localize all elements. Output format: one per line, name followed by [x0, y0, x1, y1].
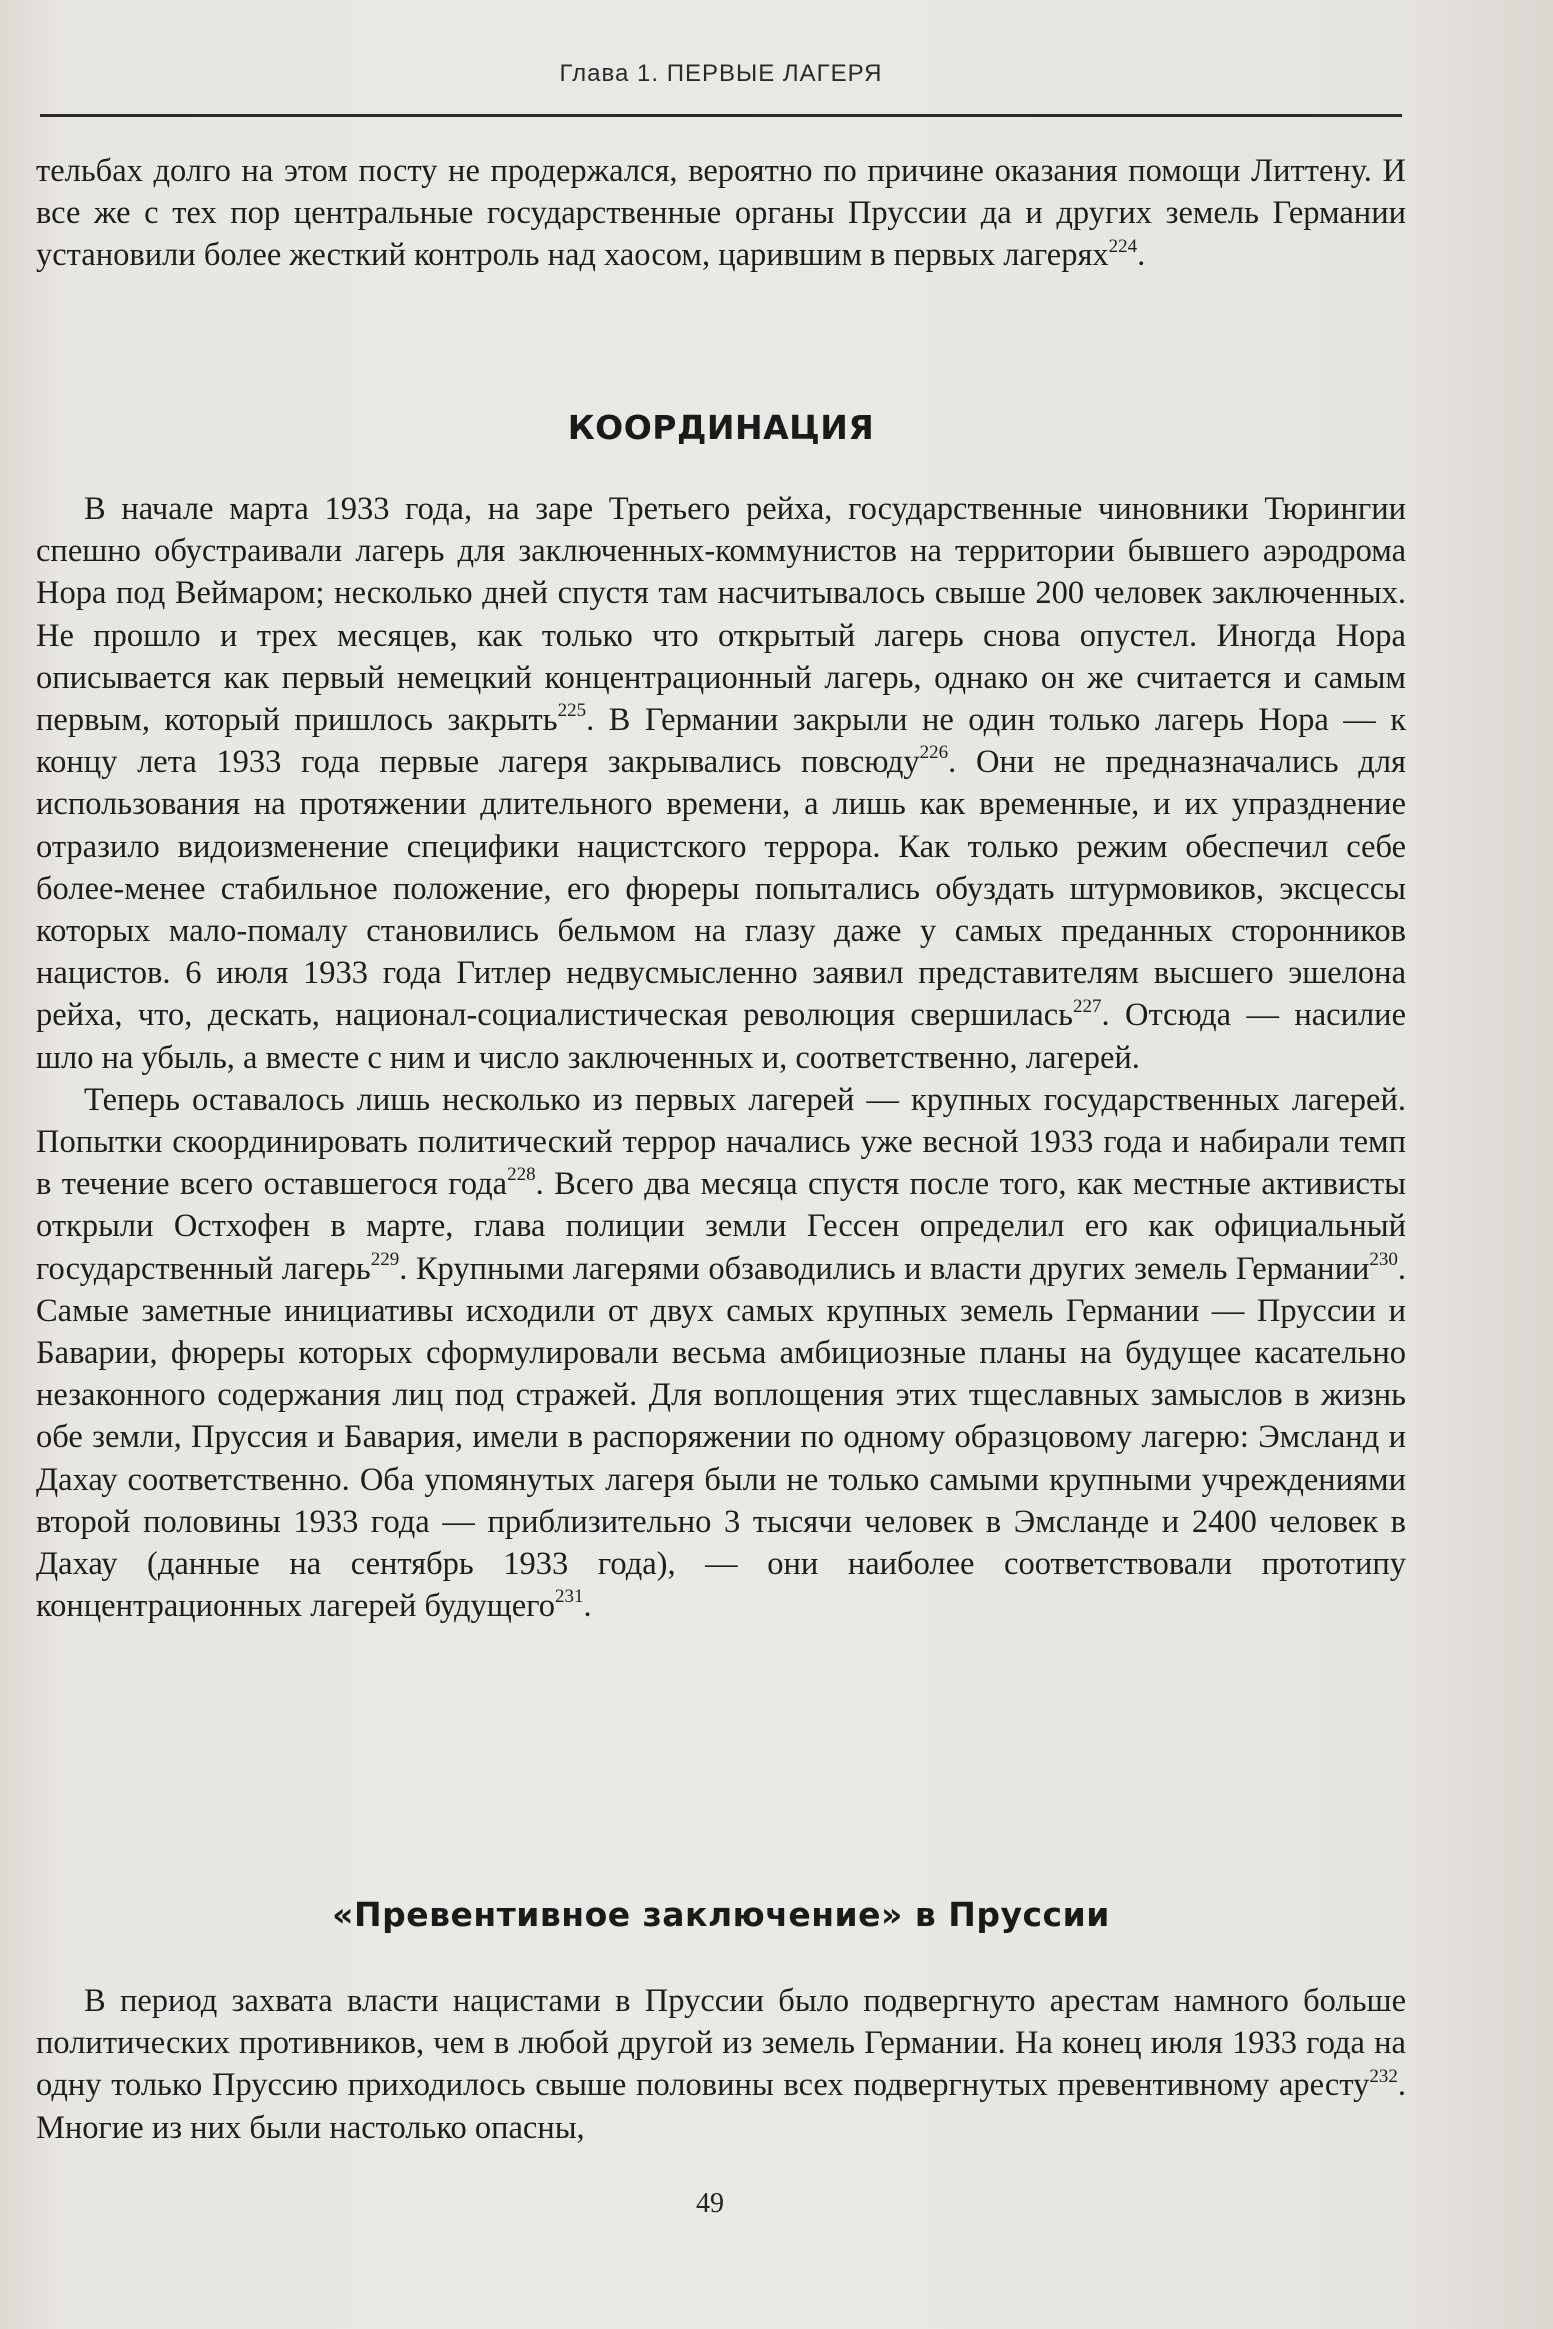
paragraph-2-text-a: Теперь оставалось лишь несколько из первых лагерей — крупных государственных лагерей. Попытки скоординировать политический террор начались уже весной 1933 года и набирали темп в течение всего оставшегося года — [36, 1081, 1406, 1203]
paragraph-2-text-d: . Самые заметные инициативы исходили от двух самых крупных земель Германии — Пруссии и Баварии, фюреры которых сформулировали весьма амбициозные планы на будущее касательно незаконного содержания лиц под стражей. Для воплощения этих тщеславных замыслов в жизнь обе земли, Пруссия и Бавария, имели в распоряжении по одному образцовому лагерю: Эмсланд и Дахау соответственно. Оба упомянутых лагеря были не только самыми крупными учреждениями второй половины 1933 года — приблизительно 3 тысячи человек в Эмсланде и 2400 человек в Дахау (данные на сентябрь 1933 года), — они наиболее соответствовали прототипу концентрационных лагерей будущего — [36, 1250, 1406, 1625]
page-number: 49 — [696, 2188, 724, 2219]
section2-body — [36, 1980, 1406, 2149]
section-heading-coordination: КООРДИНАЦИЯ — [567, 408, 875, 447]
running-head: Глава 1. ПЕРВЫЕ ЛАГЕРЯ — [559, 60, 883, 87]
paragraph-2-text-b: . Всего два месяца спустя после того, как местные активисты открыли Остхофен в марте, глава полиции земли Гессен определил его как официальный государственный лагерь — [36, 1166, 1406, 1287]
paragraph-1-text-c: . Они не предназначались для использования на протяжении длительного времени, а лишь как временные, и их упразднение отразило видоизменение специфики нацистского террора. Как только режим обеспечил себе более-менее стабильное положение, его фюреры попытались обуздать штурмовиков, эксцессы которых мало-помалу становились бельмом на глазу даже у самых преданных сторонников нацистов. 6 июля 1933 года Гитлер недвусмысленно заявил представителям высшего эшелона рейха, что, дескать, национал-социалистическая революция свершилась — [36, 744, 1406, 1034]
section-heading-preventive-detention: «Превентивное заключение» в Пруссии — [332, 1895, 1110, 1934]
paragraph-1-text-d: . Отсюда — насилие шло на убыль, а вместе с ним и число заключенных и, соответственно, лагерей. — [36, 997, 1406, 1076]
footnote-ref-230[interactable]: 230 — [1369, 1248, 1398, 1270]
header-rule — [40, 114, 1402, 117]
paragraph-1 — [36, 488, 1406, 1079]
paragraph-2-text-e: . — [583, 1588, 592, 1625]
paragraph-2-text-c: . Крупными лагерями обзаводились и власти других земель Германии — [399, 1250, 1370, 1287]
footnote-ref-231[interactable]: 231 — [554, 1586, 584, 1608]
footnote-ref-229[interactable]: 229 — [370, 1248, 400, 1270]
paragraph-3-text-a: В период захвата власти нацистами в Пруссии было подвергнуто арестам намного больше политических противников, чем в любой другой из земель Германии. На конец июля 1933 года на одну только Пруссию приходилось свыше половины всех подвергнутых превентивному аресту — [36, 1983, 1406, 2104]
section1-body — [36, 488, 1406, 1627]
paragraph-3 — [36, 1980, 1406, 2149]
intro-text: тельбах долго на этом посту не продержался, вероятно по причине оказания помощи Литтену. И все же с тех пор центральные государственные органы Пруссии да и других земель Германии установили более жесткий контроль над хаосом, царившим в первых лагерях — [36, 153, 1406, 274]
footnote-ref-227[interactable]: 227 — [1072, 995, 1102, 1017]
footnote-ref-226[interactable]: 226 — [919, 742, 949, 764]
paragraph-3-text-b: . Многие из них были настолько опасны, — [36, 2067, 1406, 2146]
footnote-ref-232[interactable]: 232 — [1369, 2065, 1398, 2087]
intro-end: . — [1137, 237, 1146, 274]
footnote-ref-228[interactable]: 228 — [507, 1164, 536, 1186]
paragraph-2 — [36, 1079, 1406, 1628]
footnote-ref-224[interactable]: 224 — [1108, 235, 1138, 257]
footnote-ref-225[interactable]: 225 — [557, 700, 587, 722]
paragraph-1-text-b: . В Германии закрыли не один только лагерь Нора — к концу лета 1933 года первые лагеря закрывались повсюду — [36, 702, 1407, 781]
intro-paragraph — [36, 150, 1406, 277]
paragraph-1-text-a: В начале марта 1933 года, на заре Третьего рейха, государственные чиновники Тюрингии спешно обустраивали лагерь для заключенных-коммунистов на территории бывшего аэродрома Нора под Веймаром; несколько дней спустя там насчитывалось свыше 200 человек заключенных. Не прошло и трех месяцев, как только что открытый лагерь снова опустел. Иногда Нора описывается как первый немецкий концентрационный лагерь, однако он же считается и самым первым, который пришлось закрыть — [36, 491, 1406, 739]
